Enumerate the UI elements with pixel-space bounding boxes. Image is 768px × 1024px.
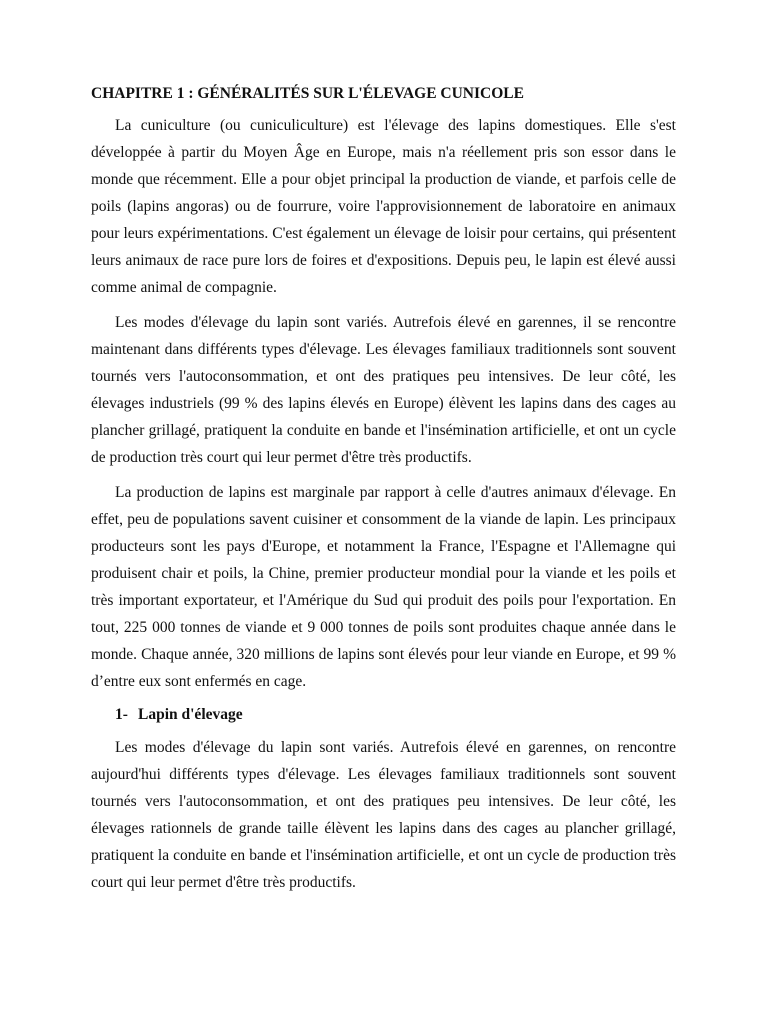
paragraph-lapin-elevage: Les modes d'élevage du lapin sont variés. Autrefois élevé en garennes, on rencontre aujourd'hui différents types d'élevage. Les élevages familiaux traditionnels sont souvent tournés vers l'autoconsommation, et ont des pratiques peu intensives. De leur côté, les élevages rationnels de grande taille élèvent les lapins dans des cages au plancher grillagé, pratiquent la conduite en bande et l'insémination artificielle, et ont un cycle de production très court qui leur permet d'être très productifs. (91, 739, 676, 891)
paragraph-intro: La cuniculture (ou cuniculiculture) est l'élevage des lapins domestiques. Elle s'est développée à partir du Moyen Âge en Europe, mais n'a réellement pris son essor dans le monde que récemment. Elle a pour objet principal la production de viande, et parfois celle de poils (lapins angoras) ou de fourrure, voire l'approvisionnement de laboratoire en animaux pour leurs expérimentations. C'est également un élevage de loisir pour certains, qui présentent leurs animaux de race pure lors de foires et d'expositions. Depuis peu, le lapin est élevé aussi comme animal de compagnie. (91, 117, 676, 296)
section-number: 1- (115, 706, 128, 723)
paragraph-modes: Les modes d'élevage du lapin sont variés. Autrefois élevé en garennes, il se rencontre maintenant dans différents types d'élevage. Les élevages familiaux traditionnels sont souvent tournés vers l'autoconsommation, et ont des pratiques peu intensives. De leur côté, les élevages industriels (99 % des lapins élevés en Europe) élèvent les lapins dans des cages au plancher grillagé, pratiquent la conduite en bande et l'insémination artificielle, et ont un cycle de production très court qui leur permet d'être très productifs. (91, 314, 676, 466)
section-title: Lapin d'élevage (138, 706, 243, 723)
document-page (91, 82, 676, 904)
paragraph-production: La production de lapins est marginale par rapport à celle d'autres animaux d'élevage. En effet, peu de populations savent cuisiner et consomment de la viande de lapin. Les principaux producteurs sont les pays d'Europe, et notamment la France, l'Espagne et l'Allemagne qui produisent chair et poils, la Chine, premier producteur mondial pour la viande et les poils et très important exportateur, et l'Amérique du Sud qui produit des poils pour l'exportation. En tout, 225 000 tonnes de viande et 9 000 tonnes de poils sont produites chaque année dans le monde. Chaque année, 320 millions de lapins sont élevés pour leur viande en Europe, et 99 % d’entre eux sont enfermés en cage. (91, 484, 676, 690)
section-heading (115, 703, 676, 727)
chapter-title: CHAPITRE 1 : GÉNÉRALITÉS SUR L'ÉLEVAGE CUNICOLE (91, 85, 524, 102)
